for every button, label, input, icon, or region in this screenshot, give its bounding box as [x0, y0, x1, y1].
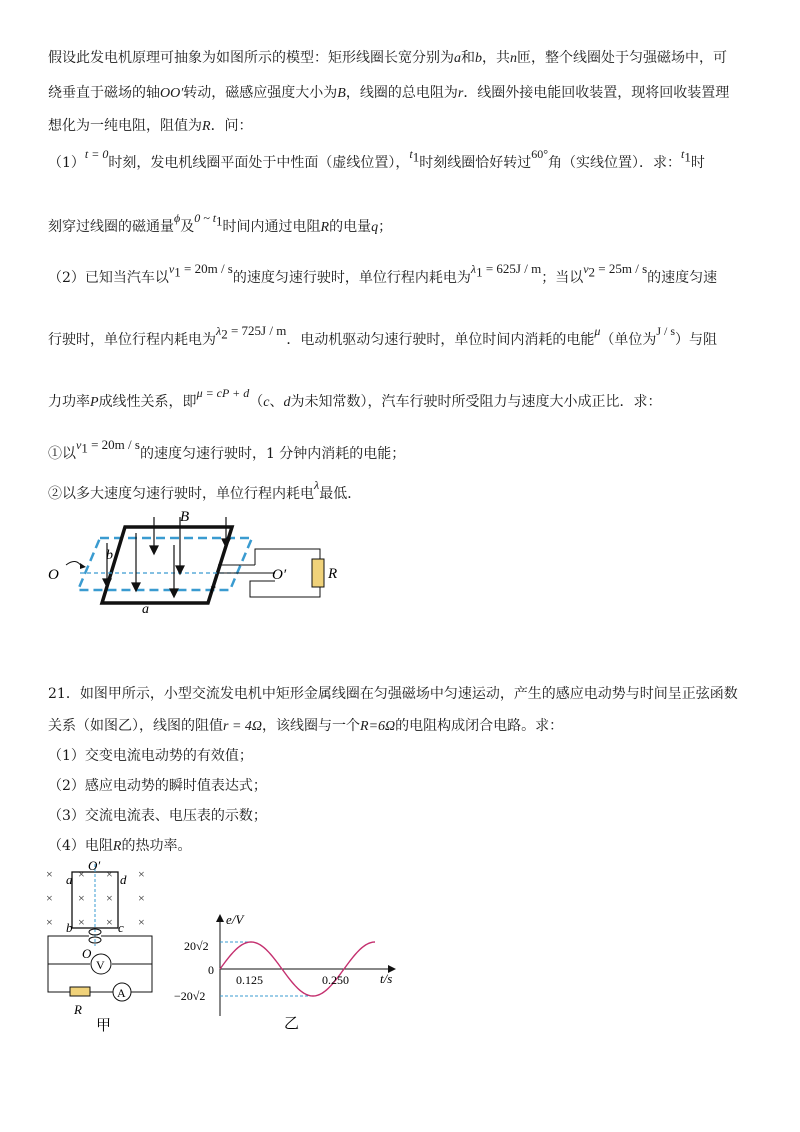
- ytick-max: 20√2: [184, 939, 209, 953]
- label-r: r: [210, 582, 216, 597]
- svg-text:×: ×: [106, 915, 113, 929]
- p21-q1: （1）交变电流电动势的有效值；: [48, 748, 253, 764]
- svg-text:×: ×: [46, 915, 53, 929]
- emf-sine-chart: [170, 908, 410, 1032]
- svg-text:c: c: [118, 920, 124, 935]
- p20-intro-line3: 想化为一纯电阻，阻值为R．问：: [48, 118, 253, 134]
- resistor-R: [70, 987, 90, 996]
- circuit-figure-jia: [40, 860, 170, 1032]
- p20-q2-line3: 力功率P成线性关系，即μ = cP + d（c、d为未知常数），汽车行驶时所受阻力与速度大小成正比．求：: [48, 386, 662, 410]
- caption-jia: 甲: [96, 1018, 112, 1032]
- label-O: O: [48, 567, 59, 583]
- svg-text:×: ×: [106, 891, 113, 905]
- svg-text:a: a: [66, 872, 73, 887]
- p20-q2-line1: （2）已知当汽车以$v_1 = 20m / s$的速度匀速行驶时，单位行程内耗电为$\lambda_1 = 625J / m$；当以$v_2 = 25m / s$的速度匀速: [48, 261, 718, 286]
- svg-text:×: ×: [78, 891, 85, 905]
- svg-text:d: d: [120, 872, 127, 887]
- label-B: B: [180, 509, 190, 525]
- label-O-prime: O′: [272, 567, 287, 583]
- p20-q1-line2: 刻穿过线圈的磁通量ϕ及0 ~ $t_1$时间内通过电阻R的电量q；: [48, 211, 393, 235]
- p20-intro-line1: 假设此发电机原理可抽象为如图所示的模型：矩形线圈长宽分别为a和b，共n匝，整个线圈处于匀强磁场中，可: [48, 50, 727, 66]
- p20-intro-line2: 绕垂直于磁场的轴OO′转动，磁感应强度大小为B，线圈的总电阻为r．线圈外接电能回收装置，现将回收装置理: [48, 85, 730, 101]
- p20-q1-line1: （1）t = 0时刻，发电机线圈平面处于中性面（虚线位置），$t_1$时刻线圈恰好转过60°角（实线位置）．求：$t_1$时: [48, 147, 705, 171]
- caption-yi: 乙: [284, 1016, 300, 1032]
- svg-text:A: A: [117, 986, 126, 1000]
- rotation-arrow-icon: [66, 561, 82, 567]
- p21-q2: （2）感应电动势的瞬时值表达式；: [48, 778, 267, 794]
- p20-q2-sub1: ①以$v_1 = 20m / s$的速度匀速行驶时，1 分钟内消耗的电能；: [48, 437, 406, 462]
- label-R: R: [328, 566, 338, 582]
- xtick-0250: 0.250: [322, 973, 349, 987]
- svg-text:×: ×: [138, 891, 145, 905]
- generator-model-figure: [40, 505, 360, 615]
- ytick-min: −20√2: [174, 989, 206, 1003]
- svg-text:O: O: [82, 946, 92, 961]
- svg-text:×: ×: [78, 867, 85, 881]
- svg-text:×: ×: [138, 867, 145, 881]
- svg-text:×: ×: [138, 915, 145, 929]
- p20-q2-sub2: ②以多大速度匀速行驶时，单位行程内耗电λ最低．: [48, 478, 362, 502]
- p21-q3: （3）交流电流表、电压表的示数；: [48, 808, 267, 824]
- label-b: b: [106, 548, 113, 563]
- label-a: a: [142, 602, 149, 615]
- y-axis-arrow: [216, 914, 224, 922]
- svg-text:×: ×: [46, 891, 53, 905]
- svg-text:b: b: [66, 920, 73, 935]
- x-axis-label: t/s: [380, 971, 393, 986]
- svg-text:O′: O′: [88, 860, 101, 873]
- svg-text:×: ×: [106, 867, 113, 881]
- p20-q2-line2: 行驶时，单位行程内耗电为$\lambda_2 = 725J / m$．电动机驱动匀速行驶时，单位时间内消耗的电能μ（单位为J / s）与阻: [48, 323, 718, 348]
- p21-line1: 21．如图甲所示，小型交流发电机中矩形金属线圈在匀强磁场中匀速运动，产生的感应电动势与时间呈正弦函数: [48, 686, 738, 702]
- xtick-0125: 0.125: [236, 973, 263, 987]
- ytick-zero: 0: [208, 963, 214, 977]
- p21-q4: （4）电阻R的热功率。: [48, 838, 192, 854]
- svg-text:×: ×: [78, 915, 85, 929]
- p21-line2: 关系（如图乙），线图的阻值r = 4Ω，该线圈与一个R=6Ω的电阻构成闭合电路。求：: [48, 718, 564, 734]
- svg-text:×: ×: [46, 867, 53, 881]
- svg-text:R: R: [74, 1002, 82, 1017]
- svg-text:V: V: [96, 958, 105, 972]
- resistor-R: [312, 559, 324, 587]
- y-axis-label: e/V: [226, 912, 244, 927]
